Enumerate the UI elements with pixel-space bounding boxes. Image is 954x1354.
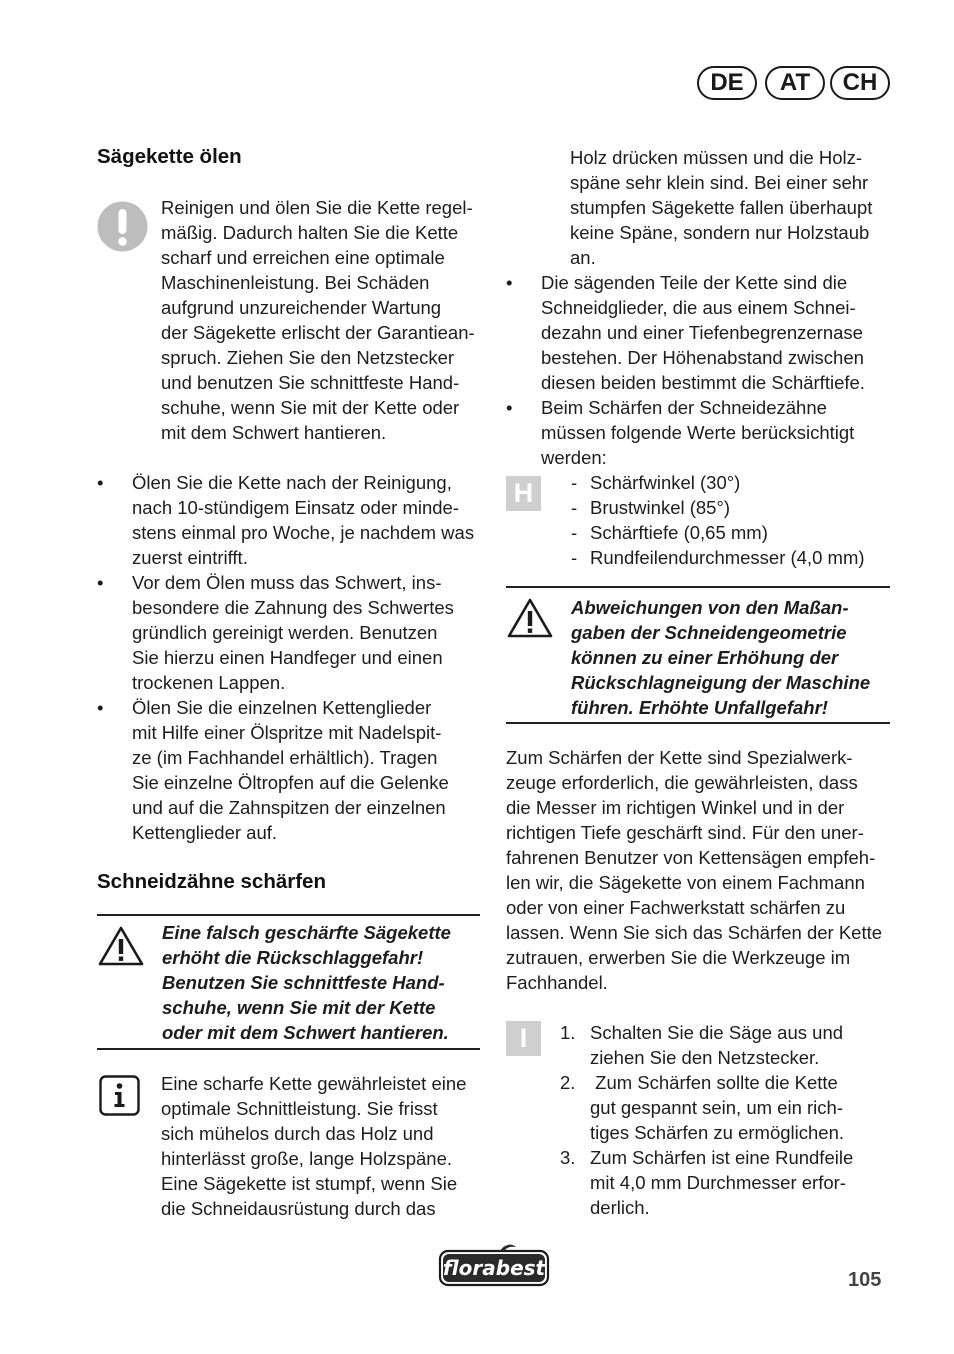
bullet-line: Ölen Sie die einzelnen Kettenglieder xyxy=(132,697,432,718)
section-title-oil: Sägekette ölen xyxy=(97,145,242,168)
value-item xyxy=(571,495,901,520)
warning-icon xyxy=(97,925,145,967)
text-line: lassen. Wenn Sie sich das Schärfen der Kette xyxy=(506,922,883,943)
values-list xyxy=(571,470,901,570)
bullet-line: ze (im Fachhandel erhältlich). Tragen xyxy=(132,747,438,768)
bullet-line: werden: xyxy=(541,447,607,468)
step-line: Schalten Sie die Säge aus und xyxy=(590,1022,844,1043)
value-text: Rundfeilendurchmesser (4,0 mm) xyxy=(590,547,865,568)
value-item xyxy=(571,545,901,570)
bullet-line: stens einmal pro Woche, je nachdem was xyxy=(132,522,475,543)
logo-text: florabest xyxy=(442,1256,546,1280)
caution-text xyxy=(161,195,491,445)
warning-line: führen. Erhöhte Unfallgefahr! xyxy=(571,697,828,718)
text-line: und benutzen Sie schnittfeste Hand- xyxy=(161,372,460,393)
value-text: Brustwinkel (85°) xyxy=(590,497,731,518)
text-line: fahrenen Benutzer von Kettensägen empfeh- xyxy=(506,847,876,868)
text-line: aufgrund unzureichender Wartung xyxy=(161,297,442,318)
bullet-line: bestehen. Der Höhenabstand zwischen xyxy=(541,347,864,368)
bullet-item xyxy=(506,270,896,395)
step-line: Zum Schärfen sollte die Kette xyxy=(590,1072,838,1093)
step-line: ziehen Sie den Netzstecker. xyxy=(590,1047,820,1068)
bullet-dot: • xyxy=(506,272,513,293)
bullet-line: und auf die Zahnspitzen der einzelnen xyxy=(132,797,446,818)
florabest-logo xyxy=(438,1243,550,1289)
warning-line: erhöht die Rückschlaggefahr! xyxy=(162,947,424,968)
bullet-line: Beim Schärfen der Schneidezähne xyxy=(541,397,827,418)
value-item xyxy=(571,520,901,545)
value-item xyxy=(571,470,901,495)
value-text: Schärfwinkel (30°) xyxy=(590,472,741,493)
warning-line: oder mit dem Schwert hantieren. xyxy=(162,1022,449,1043)
h-icon: H xyxy=(506,476,541,511)
text-line: Reinigen und ölen Sie die Kette regel- xyxy=(161,197,473,218)
text-line: der Sägekette erlischt der Garantiean- xyxy=(161,322,475,343)
warning-line: Benutzen Sie schnittfeste Hand- xyxy=(162,972,445,993)
text-line: die Messer im richtigen Winkel und in der xyxy=(506,797,845,818)
text-line: oder von einer Fachwerkstatt schärfen zu xyxy=(506,897,846,918)
step-number: 1. xyxy=(560,1022,576,1043)
bullet-line: Schneidglieder, die aus einem Schnei- xyxy=(541,297,856,318)
bullet-item xyxy=(97,695,487,845)
step-line: tiges Schärfen zu ermöglichen. xyxy=(590,1122,844,1143)
dash-marker: - xyxy=(571,522,578,543)
bullet-line: Sie hierzu einen Handfeger und einen xyxy=(132,647,443,668)
info-icon xyxy=(99,1075,140,1116)
bullet-line: zuerst eintrifft. xyxy=(132,547,248,568)
bullet-dot: • xyxy=(97,472,104,493)
text-line: zeuge erforderlich, die gewährleisten, dass xyxy=(506,772,858,793)
step-number: 3. xyxy=(560,1147,576,1168)
warning-icon-right xyxy=(506,597,554,639)
text-line: mäßig. Dadurch halten Sie die Kette xyxy=(161,222,459,243)
bullet-line: müssen folgende Werte berücksichtigt xyxy=(541,422,855,443)
step-line: derlich. xyxy=(590,1197,650,1218)
text-line: stumpfen Sägekette fallen überhaupt xyxy=(570,197,873,218)
badge-ch: CH xyxy=(830,66,890,100)
step-item xyxy=(561,1070,901,1145)
dash-marker: - xyxy=(571,547,578,568)
text-line: die Schneidausrüstung durch das xyxy=(161,1198,436,1219)
warning-line: Rückschlagneigung der Maschine xyxy=(571,672,871,693)
badge-at: AT xyxy=(765,66,825,100)
warning-top-rule xyxy=(97,914,480,916)
text-line: sich mühelos durch das Holz und xyxy=(161,1123,434,1144)
warning-line: gaben der Schneidengeometrie xyxy=(571,622,847,643)
warning-text-right xyxy=(571,595,901,720)
text-line: an. xyxy=(570,247,596,268)
text-line: optimale Schnittleistung. Sie frisst xyxy=(161,1098,438,1119)
bullet-item xyxy=(97,470,487,570)
text-line: späne sehr klein sind. Bei einer sehr xyxy=(570,172,869,193)
bullet-line: dezahn und einer Tiefenbegrenzernase xyxy=(541,322,863,343)
bullet-line: trockenen Lappen. xyxy=(132,672,286,693)
bullet-line: gründlich gereinigt werden. Benutzen xyxy=(132,622,438,643)
bullet-line: Kettenglieder auf. xyxy=(132,822,278,843)
section-title-sharpen: Schneidzähne schärfen xyxy=(97,870,326,893)
oil-bullets xyxy=(97,470,487,845)
text-line: scharf und erreichen eine optimale xyxy=(161,247,445,268)
caution-icon xyxy=(97,201,148,252)
bullet-line: diesen beiden bestimmt die Schärftiefe. xyxy=(541,372,865,393)
text-line: Fachhandel. xyxy=(506,972,608,993)
continued-text xyxy=(570,145,900,270)
warning-line: Abweichungen von den Maßan- xyxy=(571,597,849,618)
text-line: spruch. Ziehen Sie den Netzstecker xyxy=(161,347,455,368)
dash-marker: - xyxy=(571,472,578,493)
step-line: mit 4,0 mm Durchmesser erfor- xyxy=(590,1172,846,1193)
warning-text-left xyxy=(162,920,482,1045)
bullet-dot: • xyxy=(97,697,104,718)
bullet-item xyxy=(97,570,487,695)
step-item xyxy=(561,1020,901,1070)
text-line: Zum Schärfen der Kette sind Spezialwerk- xyxy=(506,747,853,768)
bullet-item xyxy=(506,395,896,470)
step-item xyxy=(561,1145,901,1220)
i-icon: I xyxy=(506,1021,541,1056)
value-text: Schärftiefe (0,65 mm) xyxy=(590,522,768,543)
bullet-line: Vor dem Ölen muss das Schwert, ins- xyxy=(132,572,442,593)
warning-line: Eine falsch geschärfte Sägekette xyxy=(162,922,451,943)
bullet-line: nach 10-stündigem Einsatz oder minde- xyxy=(132,497,460,518)
step-line: gut gespannt sein, um ein rich- xyxy=(590,1097,843,1118)
step-line: Zum Schärfen ist eine Rundfeile xyxy=(590,1147,854,1168)
bullet-line: Die sägenden Teile der Kette sind die xyxy=(541,272,848,293)
info-text xyxy=(161,1071,491,1221)
text-line: mit dem Schwert hantieren. xyxy=(161,422,387,443)
text-line: Holz drücken müssen und die Holz- xyxy=(570,147,863,168)
text-line: schuhe, wenn Sie mit der Kette oder xyxy=(161,397,460,418)
sharpen-paragraph xyxy=(506,745,901,995)
text-line: richtigen Tiefe geschärft sind. Für den uner- xyxy=(506,822,864,843)
step-number: 2. xyxy=(560,1072,576,1093)
text-line: zutrauen, erwerben Sie die Werkzeuge im xyxy=(506,947,851,968)
bullet-line: Sie einzelne Öltropfen auf die Gelenke xyxy=(132,772,449,793)
bullet-dot: • xyxy=(97,572,104,593)
sharpen-bullets xyxy=(506,270,896,470)
warning-line: können zu einer Erhöhung der xyxy=(571,647,839,668)
bullet-line: mit Hilfe einer Ölspritze mit Nadelspit- xyxy=(132,722,442,743)
page-number: 105 xyxy=(848,1269,882,1291)
warning-bottom-rule xyxy=(97,1048,480,1050)
bullet-line: Ölen Sie die Kette nach der Reinigung, xyxy=(132,472,452,493)
warning-right-top-rule xyxy=(506,586,890,588)
bullet-dot: • xyxy=(506,397,513,418)
warning-right-bottom-rule xyxy=(506,722,890,724)
text-line: hinterlässt große, lange Holzspäne. xyxy=(161,1148,453,1169)
badge-de: DE xyxy=(697,66,757,100)
text-line: Eine scharfe Kette gewährleistet eine xyxy=(161,1073,467,1094)
text-line: Eine Sägekette ist stumpf, wenn Sie xyxy=(161,1173,458,1194)
warning-line: schuhe, wenn Sie mit der Kette xyxy=(162,997,436,1018)
bullet-line: besondere die Zahnung des Schwertes xyxy=(132,597,454,618)
dash-marker: - xyxy=(571,497,578,518)
text-line: Maschinenleistung. Bei Schäden xyxy=(161,272,430,293)
steps-list xyxy=(561,1020,901,1220)
text-line: keine Späne, sondern nur Holzstaub xyxy=(570,222,870,243)
text-line: len wir, die Sägekette von einem Fachmann xyxy=(506,872,865,893)
